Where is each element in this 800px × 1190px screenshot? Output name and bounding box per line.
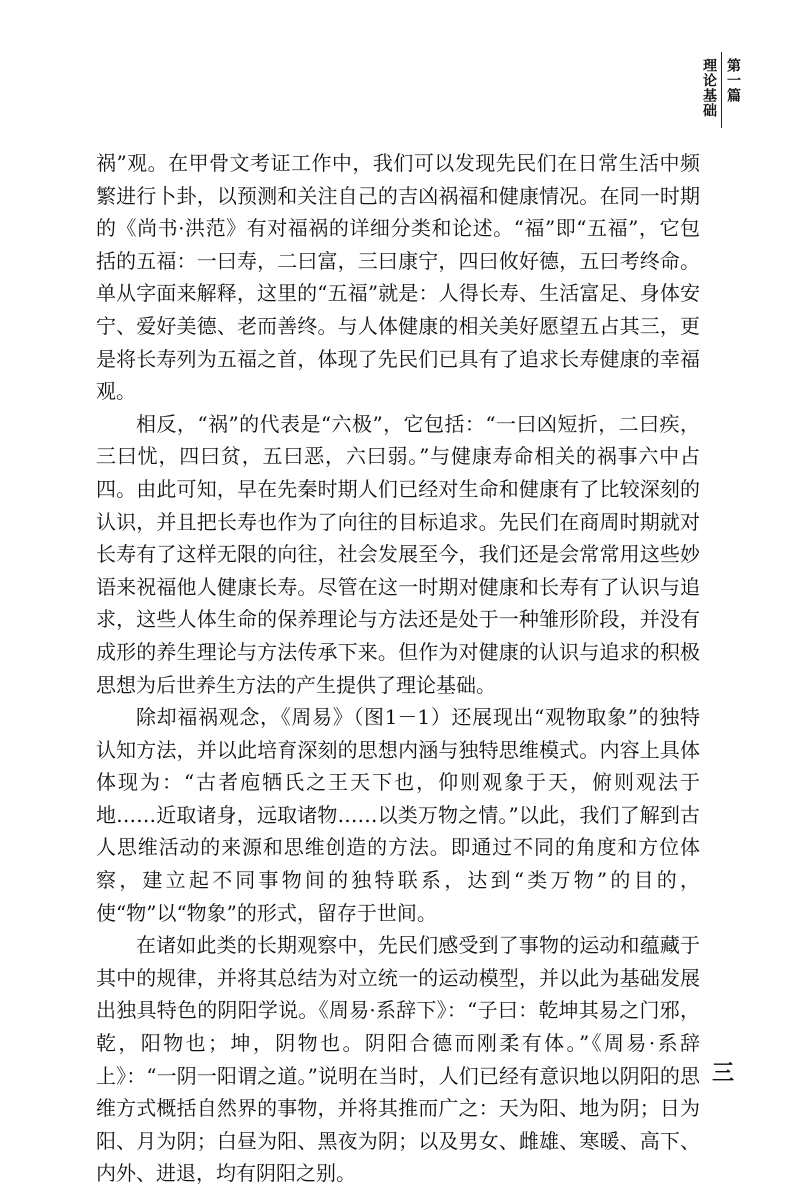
section-label: 理论基础 (701, 58, 717, 118)
page-number: 三 (711, 1060, 734, 1086)
paragraph: 相反，“祸”的代表是“六极”，它包括：“一曰凶短折，二曰疾，三曰忧，四曰贫，五曰恶，六曰弱。”与健康寿命相关的祸事六中占四。由此可知，早在先秦时期人们已经对生命和健康有了比较深刻的认识，并且把长寿也作为了向往的目标追求。先民们在商周时期就对长寿有了这样无限的向往，社会发展至今，我们还是会常常用这些妙语来祝福他人健康长寿。尽管在这一时期对健康和长寿有了认识与追求，这些人体生命的保养理论与方法还是处于一种雏形阶段，并没有成形的养生理论与方法传承下来。但作为对健康的认识与追求的积极思想为后世养生方法的产生提供了理论基础。 (96, 411, 700, 697)
paragraph: 祸”观。在甲骨文考证工作中，我们可以发现先民们在日常生活中频繁进行卜卦，以预测和关注自己的吉凶祸福和健康情况。在同一时期的《尚书·洪范》有对福祸的详细分类和论述。“福”即“五福”，它包括的五福：一曰寿，二曰富，三曰康宁，四曰攸好德，五曰考终命。单从字面来解释，这里的“五福”就是：人得长寿、生活富足、身体安宁、爱好美德、老而善终。与人体健康的相关美好愿望五占其三，更是将长寿列为五福之首，体现了先民们已具有了追求长寿健康的幸福观。 (96, 151, 700, 404)
paragraph: 除却福祸观念，《周易》（图1－1）还展现出“观物取象”的独特认知方法，并以此培育深刻的思想内涵与独特思维模式。内容上具体体现为：“古者庖牺氏之王天下也，仰则观象于天，俯则观法于地……近取诸身，远取诸物……以类万物之情。”以此，我们了解到古人思维活动的来源和思维创造的方法。即通过不同的角度和方位体察，建立起不同事物间的独特联系，达到“类万物”的目的，使“物”以“物象”的形式，留存于世间。 (96, 705, 700, 925)
side-tab-divider (721, 52, 722, 128)
part-label: 第一篇 (725, 58, 741, 103)
paragraph: 在诸如此类的长期观察中，先民们感受到了事物的运动和蕴藏于其中的规律，并将其总结为对立统一的运动模型，并以此为基础发展出独具特色的阴阳学说。《周易·系辞下》：“子曰：乾坤其易之门邪，乾，阳物也；坤，阴物也。阴阳合德而刚柔有体。”《周易·系辞上》：“一阴一阳谓之道。”说明在当时，人们已经有意识地以阴阳的思维方式概括自然界的事物，并将其推而广之：天为阳、地为阴；日为阳、月为阴；白昼为阳、黑夜为阴；以及男女、雌雄、寒暖、高下、内外、进退，均有阴阳之别。 (96, 933, 700, 1186)
body-text (96, 147, 700, 1190)
